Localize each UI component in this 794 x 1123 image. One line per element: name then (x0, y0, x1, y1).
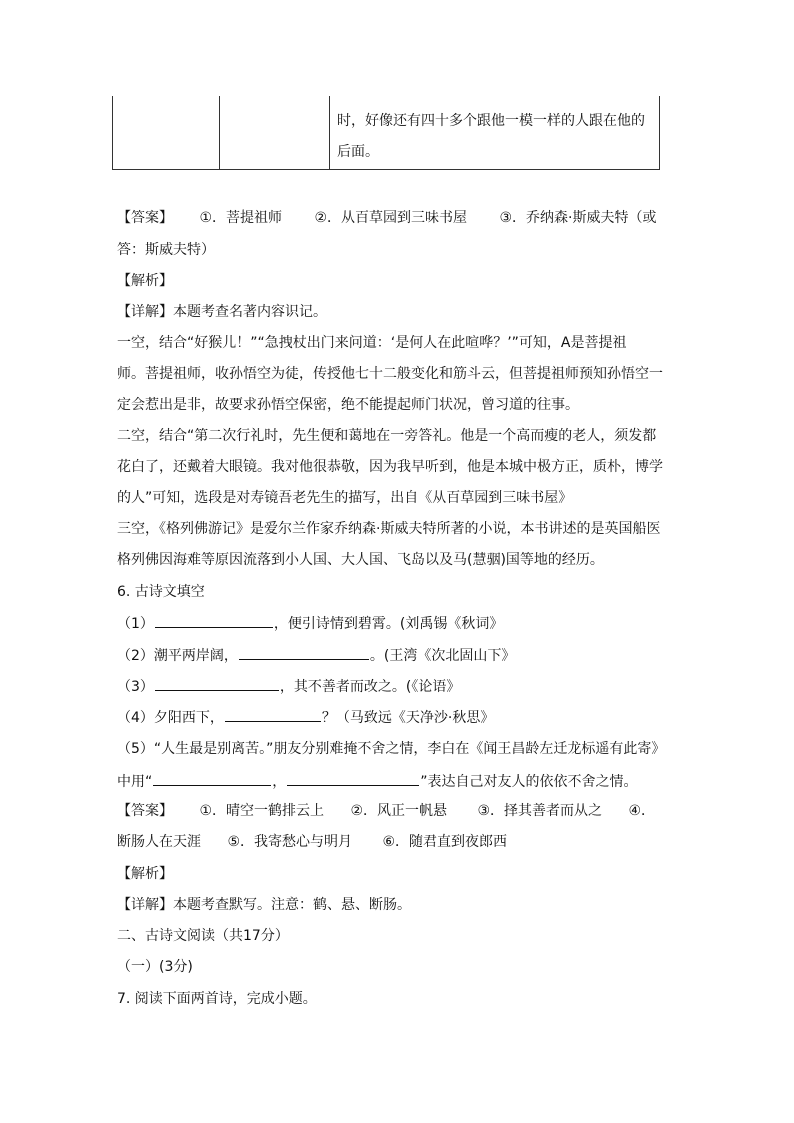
answer-item: ②．风正一帆悬 (350, 803, 448, 819)
analysis-label: 【解析】 (117, 273, 173, 289)
fill-item-5-cont (117, 771, 638, 792)
item-text: 。(王湾《次北固山下》 (369, 648, 516, 664)
blank-line (225, 707, 321, 722)
blank-line (287, 771, 419, 786)
paragraph-line: 定会惹出是非，故要求孙悟空保密，绝不能提起师门状况，曾习道的往事。 (117, 397, 579, 413)
fill-item-4 (117, 707, 494, 728)
blank-line (155, 613, 273, 628)
answer-item: ②．从百草园到三味书屋 (314, 210, 468, 226)
paragraph-line: 二空，结合“第二次行礼时，先生便和蔼地在一旁答礼。他是一个高而瘦的老人，须发都 (117, 428, 657, 444)
fill-item-1 (117, 613, 503, 634)
answer-continuation (117, 832, 507, 852)
answer-item: ①．菩提祖师 (199, 210, 283, 226)
item-text: ，其不善者而改之。(《论语》 (279, 679, 461, 695)
analysis-label: 【解析】 (117, 866, 173, 882)
item-number: （1） (117, 616, 154, 632)
answer-item: 断肠人在天涯 (117, 834, 201, 850)
table-cell-line: 后面。 (337, 144, 379, 160)
subsection-title: （一）(3分) (117, 959, 193, 975)
fill-item-5: （5）“人生最是别离苦。”朋友分别难掩不舍之情，李白在《闻王昌龄左迁龙标遥有此寄》 (117, 741, 666, 757)
item-text: ，便引诗情到碧霄。(刘禹锡《秋词》 (273, 616, 504, 632)
answer-item: ⑥．随君直到夜郎西 (382, 834, 508, 850)
paragraph-line: 师。菩提祖师，收孙悟空为徒，传授他七十二般变化和筋斗云，但菩提祖师预知孙悟空一 (117, 366, 663, 382)
paragraph-line: 三空，《格列佛游记》是爱尔兰作家乔纳森·斯威夫特所著的小说，本书讲述的是英国船医 (117, 521, 661, 537)
section-title: 二、古诗文阅读（共17分） (117, 928, 289, 944)
answer-item: ⑤．我寄愁心与明月 (227, 834, 353, 850)
detail-line: 【详解】本题考查默写。注意：鹤、悬、断肠。 (117, 897, 411, 913)
item-text: （4）夕阳西下， (117, 710, 224, 726)
answer-item: ④． (628, 803, 656, 819)
item-number: （3） (117, 679, 154, 695)
answer-label: 【答案】 (117, 803, 173, 819)
q6-answer-line (117, 801, 655, 821)
paragraph-line: 格列佛因海难等原因流落到小人国、大人国、飞岛以及马(慧骃)国等地的经历。 (117, 552, 604, 568)
blank-line (239, 645, 369, 660)
answer-item: ③．乔纳森·斯威夫特（或 (499, 210, 657, 226)
answer-label: 【答案】 (117, 210, 173, 226)
question-title: 7. 阅读下面两首诗，完成小题。 (117, 991, 317, 1007)
paragraph-line: 花白了，还戴着大眼镜。我对他很恭敬，因为我早听到，他是本城中极方正，质朴，博学 (117, 459, 663, 475)
item-text: （2）潮平两岸阔， (117, 648, 238, 664)
paragraph-line: 一空，结合“好猴儿！”“急拽杖出门来问道：‘是何人在此喧哗？’”可知，A是菩提祖 (117, 335, 627, 351)
item-text: ”表达自己对友人的依依不舍之情。 (420, 774, 638, 790)
question-title: 6. 古诗文填空 (117, 584, 205, 600)
item-text: 中用“ (117, 774, 153, 790)
detail-line: 【详解】本题考查名著内容识记。 (117, 304, 327, 320)
answer-item: ①．晴空一鹤排云上 (199, 803, 325, 819)
blank-line (153, 771, 271, 786)
table-divider (219, 96, 220, 169)
table-cell (337, 106, 655, 168)
table-fragment (112, 96, 660, 170)
fill-item-2 (117, 645, 515, 666)
fill-item-3 (117, 676, 460, 697)
paragraph-line: 的人”可知，选段是对寿镜吾老先生的描写，出自《从百草园到三味书屋》 (117, 490, 573, 506)
item-text: ， (272, 774, 287, 790)
table-cell-line: 时，好像还有四十多个跟他一模一样的人跟在他的 (337, 113, 645, 129)
q5-answer-line (117, 208, 657, 228)
table-divider (329, 96, 330, 169)
answer-continuation: 答：斯威夫特） (117, 242, 215, 258)
blank-line (155, 676, 279, 691)
answer-item: ③．择其善者而从之 (477, 803, 603, 819)
item-text: ？（马致远《天净沙·秋思》 (321, 710, 495, 726)
